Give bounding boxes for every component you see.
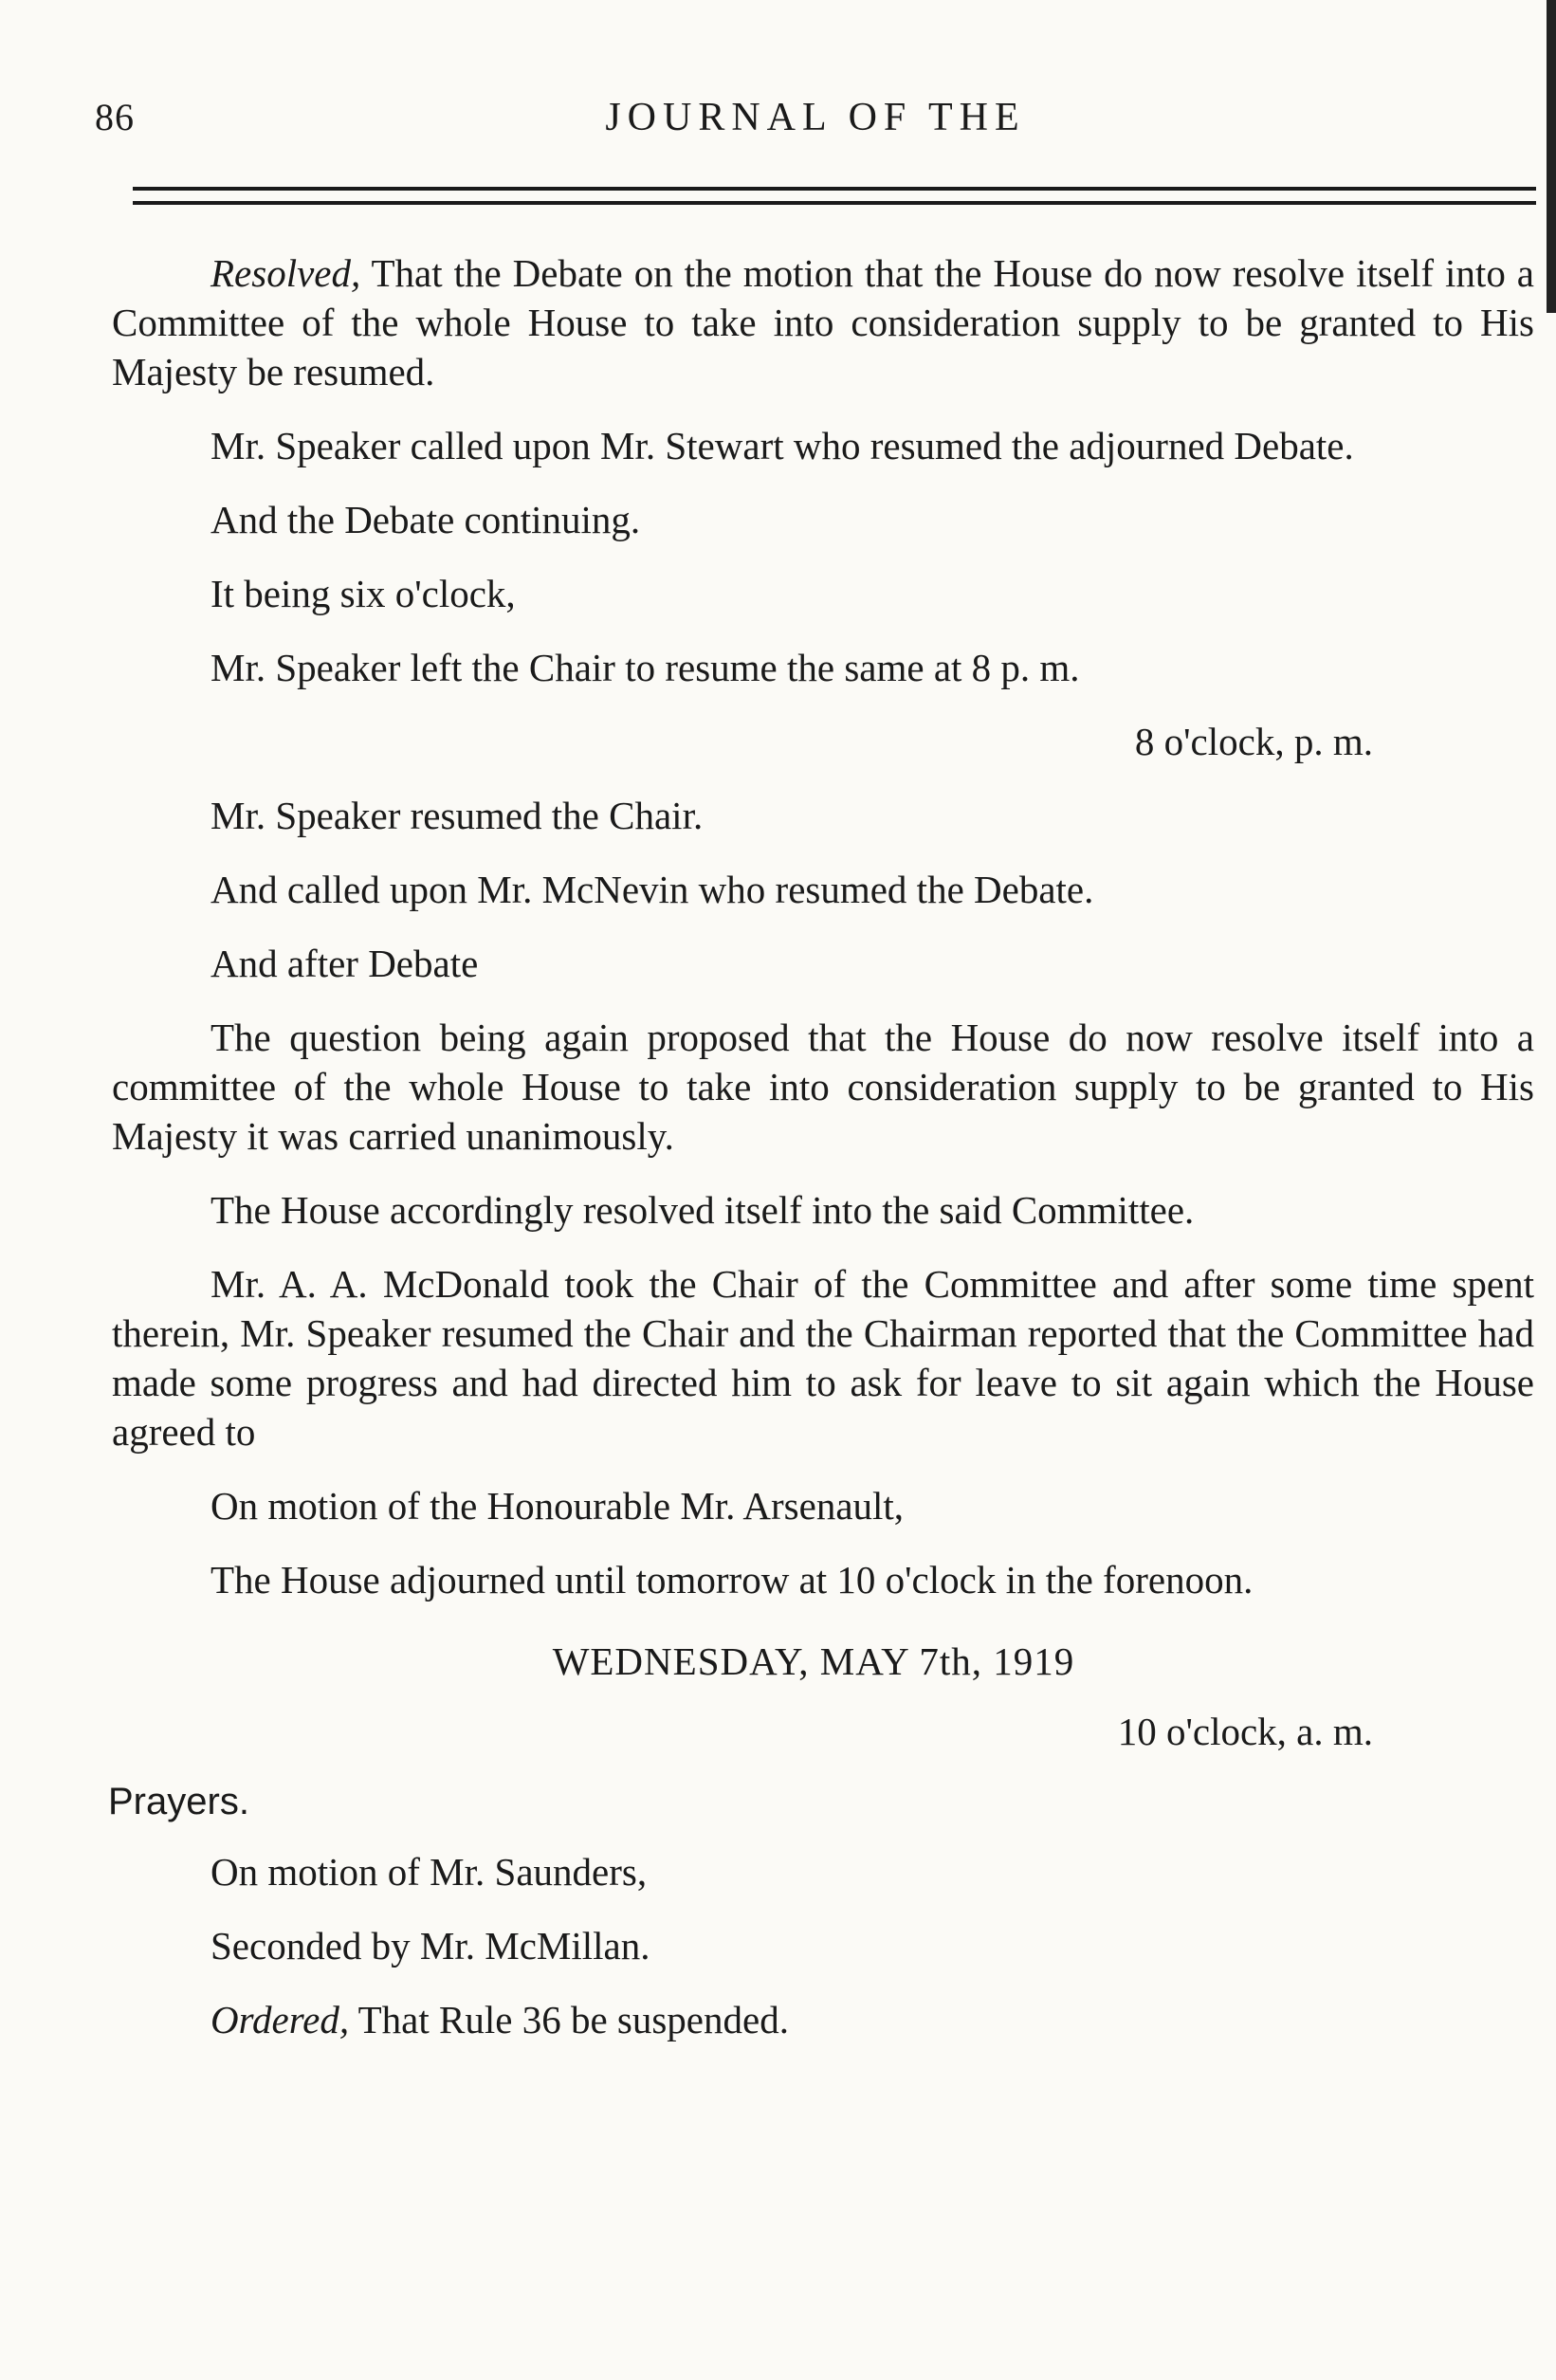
page-header: [95, 95, 1536, 161]
paragraph-mcnevin: And called upon Mr. McNevin who resumed the Debate.: [211, 868, 1094, 911]
time-eight-pm: 8 o'clock, p. m.: [1134, 720, 1373, 763]
time-ten-am: 10 o'clock, a. m.: [1117, 1710, 1373, 1753]
paragraph-saunders: On motion of Mr. Saunders,: [211, 1850, 648, 1894]
paragraph-ordered: [112, 1995, 1534, 2044]
paragraph-committee: The House accordingly resolved itself into the said Committee.: [211, 1188, 1195, 1232]
paragraph-stewart: Mr. Speaker called upon Mr. Stewart who resumed the adjourned Debate.: [211, 424, 1354, 467]
paragraph-after-debate: And after Debate: [211, 942, 479, 985]
header-rule-bottom: [133, 201, 1536, 205]
paragraph-adjourned: The House adjourned until tomorrow at 10 o'clock in the forenoon.: [211, 1558, 1254, 1602]
ordered-label: Ordered,: [211, 1998, 350, 2041]
paragraph-speaker-left: Mr. Speaker left the Chair to resume the same at 8 p. m.: [211, 646, 1080, 689]
journal-body: [108, 248, 1534, 2069]
paragraph-speaker-resumed: Mr. Speaker resumed the Chair.: [211, 794, 704, 837]
paragraph-mcmillan: Seconded by Mr. McMillan.: [211, 1924, 650, 1968]
resolved-text: That the Debate on the motion that the House do now resolve itself into a Committee of the whole House to take into consideration supply to be granted to His Majesty be resumed.: [112, 251, 1534, 394]
paragraph-arsenault: On motion of the Honourable Mr. Arsenault,: [211, 1484, 905, 1528]
paragraph-question-carried: The question being again proposed that the House do now resolve itself into a committee of the whole House to take into consideration supply to be granted to His Majesty it was carried unanimously.: [112, 1016, 1534, 1158]
scan-edge-mark: [1547, 0, 1556, 313]
paragraph-mcdonald: Mr. A. A. McDonald took the Chair of the Committee and after some time spent therein, Mr. Speaker resumed the Chair and the Chairman reported that the Committee had made some progress and had directed him to ask for leave to sit again which the House agreed to: [112, 1262, 1534, 1454]
paragraph-six-oclock: It being six o'clock,: [211, 572, 516, 615]
prayers-heading: Prayers.: [108, 1781, 249, 1822]
running-head: JOURNAL OF THE: [605, 96, 1026, 139]
paragraph-debate-continuing: And the Debate continuing.: [211, 498, 641, 541]
page-number: 86: [95, 96, 135, 138]
resolved-label: Resolved,: [211, 251, 361, 295]
date-heading: WEDNESDAY, MAY 7th, 1919: [552, 1639, 1075, 1683]
paragraph-resolved: [112, 248, 1534, 396]
header-rule-top: [133, 187, 1536, 191]
ordered-text: That Rule 36 be suspended.: [349, 1998, 789, 2041]
